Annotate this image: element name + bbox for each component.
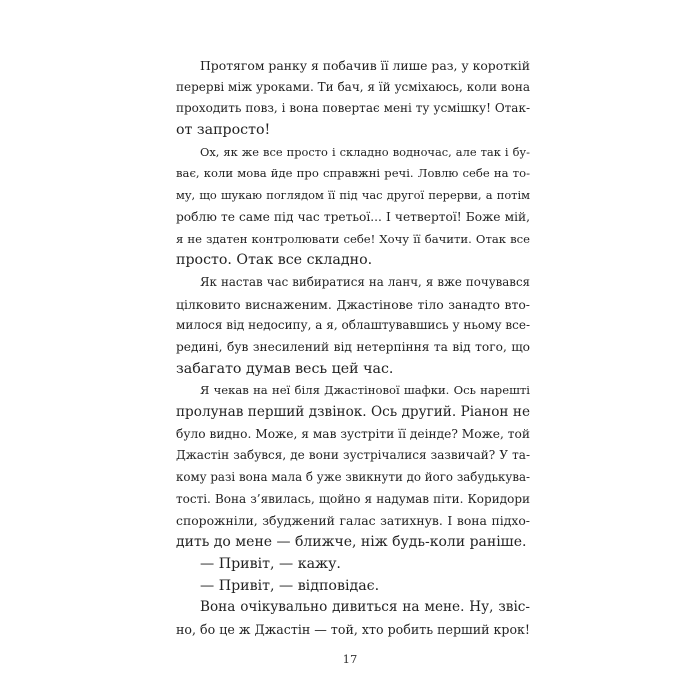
text-line: — Привіт, — відповідає.: [200, 577, 380, 594]
paragraph: [176, 380, 530, 554]
paragraph: [176, 597, 530, 640]
text-line: Протягом ранку я побачив її лише раз, у короткій: [200, 58, 531, 73]
dialogue-line: [176, 576, 530, 598]
paragraph: [176, 142, 530, 272]
text-line: проходить повз, і вона повертає мені ту усмішку! Отак-: [176, 101, 530, 116]
text-line: дить до мене — ближче, ніж будь-коли раніше.: [176, 534, 527, 551]
text-line: милося від недосипу, а я, облаштувавшись у ньому все-: [176, 318, 530, 333]
body-text: [176, 55, 530, 641]
text-line: Я чекав на неї біля Джастінової шафки. Ось нарешті: [200, 383, 530, 398]
text-line: но, бо це ж Джастін — той, хто робить перший крок!: [176, 621, 530, 637]
text-line: кому разі вона мала б уже звикнути до його забудькува-: [176, 470, 530, 485]
text-line: цілковито виснаженим. Джастінове тіло занадто вто-: [176, 296, 530, 312]
text-line: — Привіт, — кажу.: [200, 555, 341, 572]
page-number: 17: [342, 652, 358, 666]
text-line: тості. Вона з’явилась, щойно я надумав піти. Коридори: [176, 491, 530, 506]
text-line: забагато думав весь цей час.: [176, 360, 394, 377]
text-line: було видно. Може, я мав зустріти її деінде? Може, той: [176, 426, 530, 441]
text-line: роблю те саме під час третьої... І четвертої! Боже мій,: [176, 209, 530, 224]
text-line: ває, коли мова йде про справжні речі. Ловлю себе на то-: [176, 166, 530, 181]
text-line: Джастін забувся, де вони зустрічалися зазвичай? У та-: [176, 448, 530, 463]
dialogue-line: [176, 554, 530, 576]
text-line: просто. Отак все складно.: [176, 252, 373, 269]
text-line: от запросто!: [176, 122, 271, 139]
text-line: пролунав перший дзвінок. Ось другий. Ріанон не: [176, 404, 530, 420]
text-line: я не здатен контролювати себе! Хочу її бачити. Отак все: [176, 231, 530, 246]
text-line: спорожніли, збуджений галас затихнув. І вона підхо-: [176, 513, 530, 529]
text-line: Вона очікувально дивиться на мене. Ну, звіс-: [200, 599, 530, 616]
paragraph: [176, 55, 530, 142]
text-line: перерві між уроками. Ти бач, я їй усміхаюсь, коли вона: [176, 79, 530, 94]
text-line: Ох, як же все просто і складно водночас, але так і бу-: [200, 144, 530, 159]
text-line: редині, був знесилений від нетерпіння та від того, що: [176, 339, 530, 354]
text-line: Як настав час вибиратися на ланч, я вже почувався: [200, 274, 530, 289]
text-line: му, що шукаю поглядом її під час другої перерви, а потім: [176, 188, 530, 203]
paragraph: [176, 272, 530, 380]
